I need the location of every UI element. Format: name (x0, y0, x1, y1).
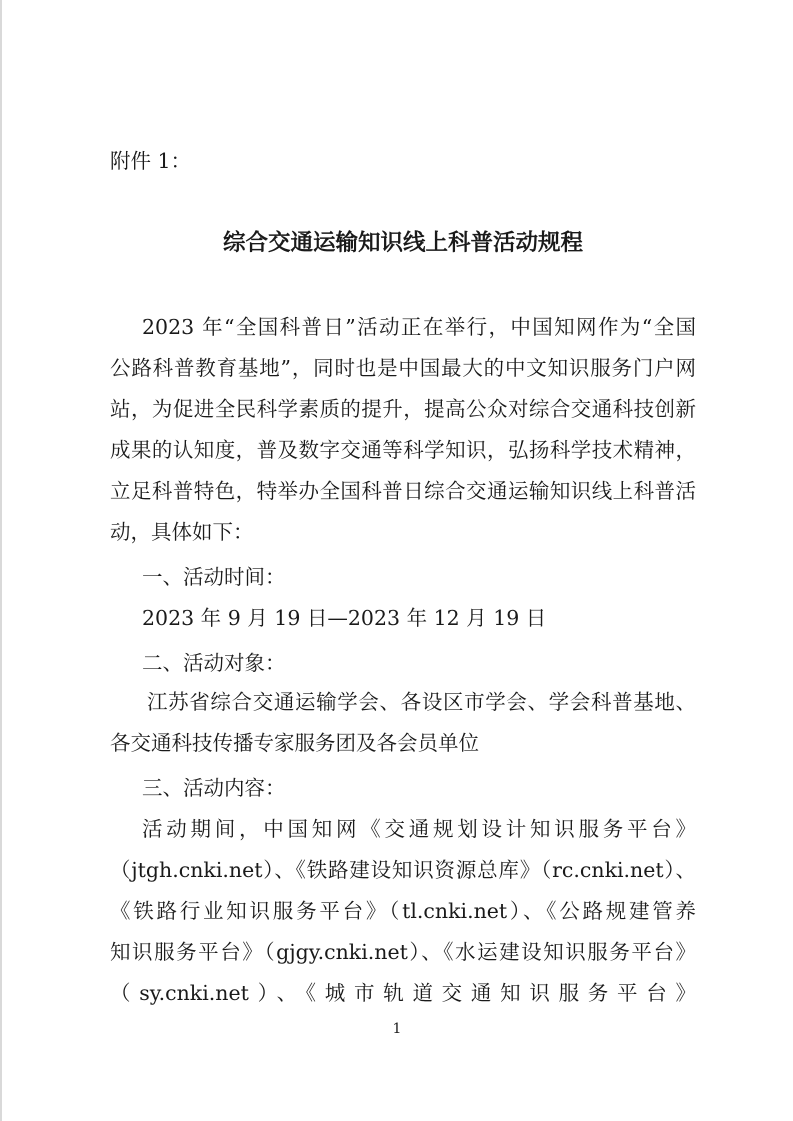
document-title: 综合交通运输知识线上科普活动规程 (222, 230, 583, 256)
section-heading-time: 一、活动时间： (142, 565, 286, 589)
section-body-content-2: （jtgh.cnki.net）、《铁路建设知识资源总库》（rc.cnki.net）、 (110, 858, 696, 882)
section-body-content-1: 活动期间，中国知网《交通规划设计知识服务平台》 (142, 817, 696, 841)
section-body-content-3: 《铁路行业知识服务平台》（tl.cnki.net）、《公路规建管养 (110, 899, 696, 923)
section-body-content-4: 知识服务平台》（gjgy.cnki.net）、《水运建设知识服务平台》 (110, 940, 696, 964)
section-heading-content: 三、活动内容： (142, 776, 286, 800)
section-body-content-5: （sy.cnki.net）、《城市轨道交通知识服务平台》 (110, 981, 696, 1005)
section-body-time: 2023 年 9 月 19 日—2023 年 12 月 19 日 (142, 606, 547, 630)
intro-line-2: 公路科普教育基地”，同时也是中国最大的中文知识服务门户网 (110, 356, 696, 380)
intro-line-3: 站，为促进全民科学素质的提升，提高公众对综合交通科技创新 (110, 397, 696, 421)
attachment-label: 附件 1： (110, 149, 192, 173)
section-body-audience-2: 各交通科技传播专家服务团及各会员单位 (110, 731, 479, 755)
intro-line-5: 立足科普特色，特举办全国科普日综合交通运输知识线上科普活 (110, 479, 696, 503)
section-body-audience-1: 江苏省综合交通运输学会、各设区市学会、学会科普基地、 (147, 690, 696, 714)
intro-line-4: 成果的认知度，普及数字交通等科学知识，弘扬科学技术精神， (110, 438, 696, 462)
page-left-edge (0, 0, 2, 1121)
intro-line-1: 2023 年“全国科普日”活动正在举行，中国知网作为“全国 (142, 315, 696, 339)
section-heading-audience: 二、活动对象： (142, 651, 286, 675)
intro-line-6: 动，具体如下： (110, 520, 254, 544)
page-number: 1 (392, 1021, 402, 1037)
